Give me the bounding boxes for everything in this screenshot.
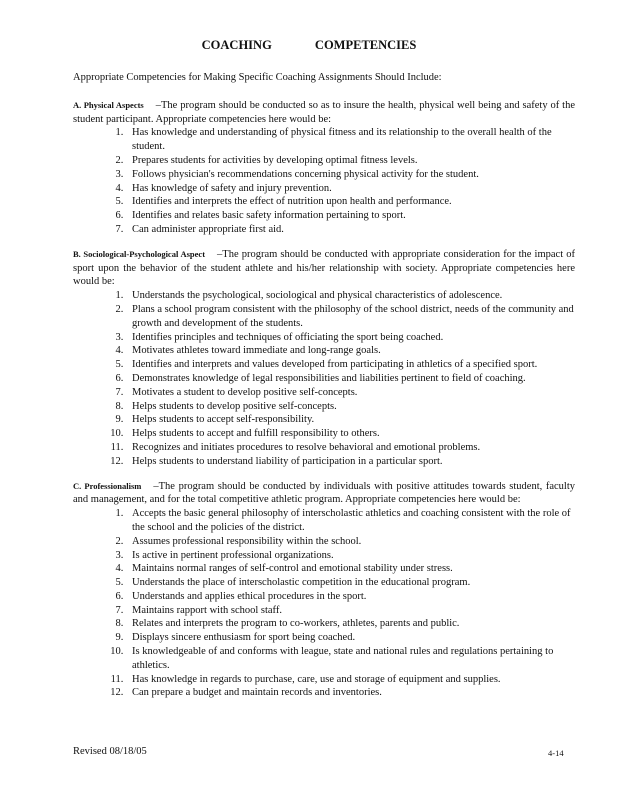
list-item: 5. Identifies and interprets and values developed from participating in athletics of a specified sport. (126, 358, 575, 372)
section-professionalism (73, 480, 575, 701)
list-item: 1. Understands the psychological, sociological and physical characteristics of adolescence. (126, 289, 575, 303)
section-heading (73, 99, 575, 127)
competency-list (73, 126, 575, 236)
section-physical-aspects (73, 99, 575, 237)
list-item: 6. Identifies and relates basic safety information pertaining to sport. (126, 209, 575, 223)
list-item: 1. Accepts the basic general philosophy of interscholastic athletics and coaching consistent with the role of the school and the policies of the district. (126, 507, 575, 535)
page-title: COACHING COMPETENCIES (201, 38, 417, 52)
list-item: 4. Has knowledge of safety and injury prevention. (126, 182, 575, 196)
section-heading (73, 248, 575, 289)
list-item: 8. Relates and interprets the program to co-workers, athletes, parents and public. (126, 617, 575, 631)
list-item: 2. Assumes professional responsibility within the school. (126, 535, 575, 549)
list-item: 11. Recognizes and initiates procedures to resolve behavioral and emotional problems. (126, 441, 575, 455)
section-description: –The program should be conducted so as to insure the health, physical well being and safety of the student participant. Appropriate competencies here would be: (73, 99, 576, 125)
list-item: 5. Understands the place of interscholastic competition in the educational program. (126, 576, 575, 590)
list-item: 12. Helps students to understand liability of participation in a particular sport. (126, 455, 575, 469)
section-heading (73, 480, 575, 508)
section-label: C. Professionalism (73, 480, 142, 491)
section-sociological-psychological-aspect (73, 248, 575, 469)
list-item: 1. Has knowledge and understanding of physical fitness and its relationship to the overall health of the student. (126, 126, 575, 154)
list-item: 11. Has knowledge in regards to purchase, care, use and storage of equipment and supplies. (126, 673, 575, 687)
revised-date: Revised 08/18/05 (73, 746, 147, 757)
list-item: 3. Follows physician's recommendations concerning physical activity for the student. (126, 168, 575, 182)
list-item: 7. Motivates a student to develop positive self-concepts. (126, 386, 575, 400)
list-item: 5. Identifies and interprets the effect of nutrition upon health and performance. (126, 195, 575, 209)
competency-list (73, 507, 575, 700)
list-item: 9. Displays sincere enthusiasm for sport being coached. (126, 631, 575, 645)
list-item: 8. Helps students to develop positive self-concepts. (126, 400, 575, 414)
list-item: 3. Identifies principles and techniques of officiating the sport being coached. (126, 331, 575, 345)
list-item: 2. Prepares students for activities by developing optimal fitness levels. (126, 154, 575, 168)
list-item: 12. Can prepare a budget and maintain records and inventories. (126, 686, 575, 700)
list-item: 2. Plans a school program consistent with the philosophy of the school district, needs of the community and growth and development of the students. (126, 303, 575, 331)
list-item: 3. Is active in pertinent professional organizations. (126, 549, 575, 563)
document-body (73, 71, 575, 711)
section-label: B. Sociological-Psychological Aspect (73, 248, 206, 259)
section-description: –The program should be conducted by individuals with positive attitudes towards student, faculty and management, and for the total competitive athletic program. Appropriate competencies here would be: (73, 480, 576, 506)
list-item: 4. Motivates athletes toward immediate and long-range goals. (126, 344, 575, 358)
competency-list (73, 289, 575, 468)
page-number: 4-14 (548, 748, 564, 758)
section-description: –The program should be conducted with appropriate consideration for the impact of sport upon the behavior of the student athlete and his/her relationship with society. Appropriate competencies here would be: (73, 248, 575, 288)
list-item: 9. Helps students to accept self-responsibility. (126, 413, 575, 427)
list-item: 7. Maintains rapport with school staff. (126, 604, 575, 618)
list-item: 6. Understands and applies ethical procedures in the sport. (126, 590, 575, 604)
section-label: A. Physical Aspects (73, 99, 144, 110)
list-item: 4. Maintains normal ranges of self-control and emotional stability under stress. (126, 562, 575, 576)
list-item: 10. Helps students to accept and fulfill responsibility to others. (126, 427, 575, 441)
list-item: 6. Demonstrates knowledge of legal responsibilities and liabilities pertinent to field of coaching. (126, 372, 575, 386)
list-item: 7. Can administer appropriate first aid. (126, 223, 575, 237)
intro-text: Appropriate Competencies for Making Specific Coaching Assignments Should Include: (73, 72, 442, 83)
list-item: 10. Is knowledgeable of and conforms with league, state and national rules and regulations pertaining to athletics. (126, 645, 575, 673)
